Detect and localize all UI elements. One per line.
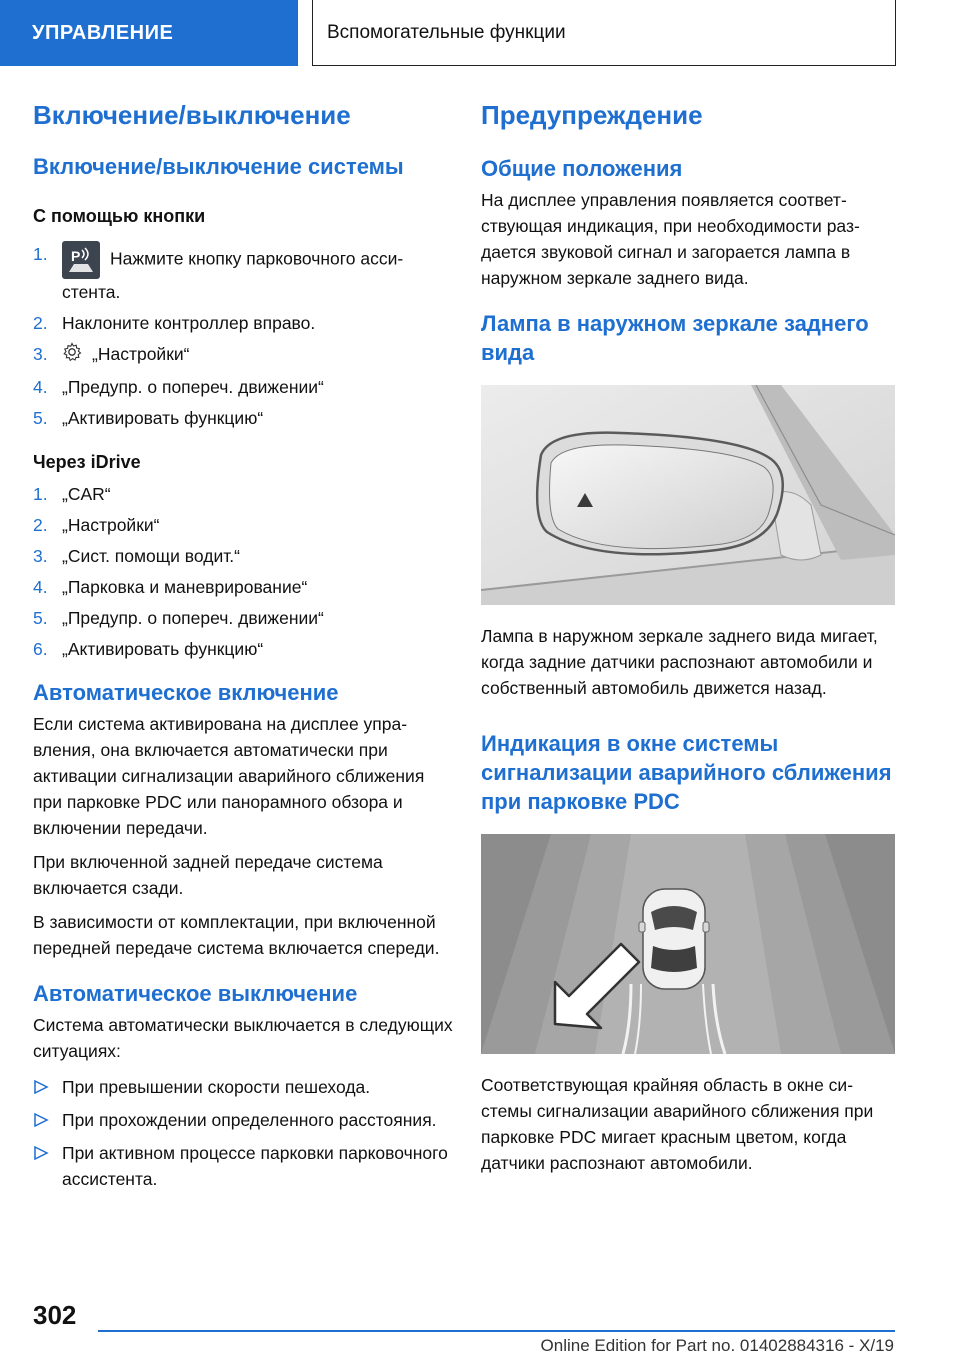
- step-text: Нажмите кнопку парковочного ассистента.: [62, 248, 404, 302]
- step-text: „Активировать функцию“: [62, 638, 264, 659]
- step-number: 5.: [33, 607, 48, 628]
- mirror-illustration: [481, 385, 895, 605]
- step-number: 1.: [33, 244, 48, 264]
- step-number: 2.: [33, 313, 48, 333]
- parking-assist-button-icon: [62, 241, 100, 279]
- step-number: 5.: [33, 407, 48, 428]
- auto-on-heading: Автоматическое включение: [33, 679, 339, 705]
- lamp-paragraph: Лампа в наружном зеркале заднего вида мигает, когда задние датчики распознают автомобили и собственный автомобиль движется назад.: [481, 626, 878, 698]
- bullet-text: При прохождении определенного расстояния.: [62, 1109, 437, 1130]
- bullet-text: При активном процессе парковки парковочного ассистента.: [62, 1142, 448, 1189]
- list-item: [33, 241, 453, 305]
- list-item: [33, 310, 453, 336]
- step-text: „Парковка и маневрирование“: [62, 576, 308, 597]
- list-item: [33, 405, 453, 431]
- bullet-triangle-icon: [33, 1146, 49, 1160]
- pdc-heading: Индикация в окне системы сигнализации аварийного сближения при парковке PDC: [481, 731, 892, 814]
- auto-off-bullets: [33, 1074, 453, 1192]
- list-item: [33, 1107, 453, 1133]
- list-item: [33, 341, 453, 369]
- bullet-triangle-icon: [33, 1113, 49, 1127]
- right-column: [481, 98, 895, 1176]
- edition-footer: Online Edition for Part no. 01402884316 - X/19: [540, 1336, 894, 1355]
- step-number: 3.: [33, 545, 48, 566]
- list-item: [33, 636, 453, 662]
- bullet-triangle-icon: [33, 1080, 49, 1094]
- step-text: Наклоните контроллер вправо.: [62, 313, 316, 333]
- idrive-heading: Через iDrive: [33, 451, 141, 472]
- list-item: [33, 574, 453, 600]
- footer-divider: [98, 1330, 895, 1332]
- step-text: „Предупр. о попереч. движении“: [62, 607, 324, 628]
- auto-on-paragraph-2: При включенной задней передаче система включается сзади.: [33, 851, 383, 898]
- own-car-icon: [639, 889, 709, 989]
- section-title-warning: Предупреждение: [481, 100, 703, 130]
- list-item: [33, 481, 453, 507]
- subsection-title: Вспомогательные функции: [312, 0, 896, 66]
- gear-icon: [62, 342, 82, 369]
- general-heading: Общие положения: [481, 156, 683, 181]
- list-item: [33, 605, 453, 631]
- section-tab: УПРАВЛЕНИЕ: [0, 0, 298, 66]
- auto-on-paragraph-1: Если система активирована на дисплее управления, она включается автоматически при активации сигнализации аварийного сближения при парковке PDC или панорамного обзора и включении передачи.: [33, 713, 425, 838]
- step-number: 3.: [33, 344, 48, 364]
- auto-off-paragraph: Система автоматически выключается в следующих ситуациях:: [33, 1014, 453, 1061]
- section-title-on-off: Включение/выключение: [33, 100, 351, 130]
- bullet-text: При превышении скорости пешехода.: [62, 1076, 371, 1097]
- subsection-title-system: Включение/выключение системы: [33, 154, 404, 179]
- step-number: 2.: [33, 514, 48, 535]
- step-number: 4.: [33, 576, 48, 597]
- lamp-heading: Лампа в наружном зеркале заднего вида: [481, 311, 869, 365]
- svg-text:P: P: [71, 248, 81, 264]
- general-paragraph: На дисплее управления появляется соответствующая индикация, при необходимости раздается звуковой сигнал и загорается лампа в наружном зеркале заднего вида.: [481, 190, 860, 288]
- step-number: 4.: [33, 376, 48, 397]
- list-item: [33, 374, 453, 400]
- auto-on-paragraph-3: В зависимости от комплектации, при включенной передней передаче система включается спереди.: [33, 911, 440, 958]
- pdc-display-illustration: [481, 834, 895, 1054]
- left-column: [33, 98, 453, 1199]
- step-text: „Настройки“: [92, 344, 190, 364]
- step-text: „Предупр. о попереч. движении“: [62, 376, 324, 397]
- list-item: [33, 543, 453, 569]
- step-text: „Активировать функцию“: [62, 407, 264, 428]
- step-text: „Настройки“: [62, 514, 160, 535]
- step-text: „CAR“: [62, 483, 111, 504]
- step-number: 1.: [33, 483, 48, 504]
- auto-off-heading: Автоматическое выключение: [33, 980, 358, 1006]
- step-text: „Сист. помощи водит.“: [62, 545, 240, 566]
- page-number: 302: [33, 1300, 77, 1330]
- page-header: [0, 0, 960, 66]
- button-steps-list: [33, 241, 453, 431]
- button-heading: С помощью кнопки: [33, 206, 206, 226]
- pdc-paragraph: Соответствующая крайняя область в окне системы сигнализации аварийного сближения при парковке PDC мигает красным цветом, когда датчики распознают автомобили.: [481, 1075, 874, 1173]
- list-item: [33, 1140, 453, 1192]
- list-item: [33, 1074, 453, 1100]
- idrive-steps-list: [33, 481, 453, 662]
- step-number: 6.: [33, 638, 48, 659]
- list-item: [33, 512, 453, 538]
